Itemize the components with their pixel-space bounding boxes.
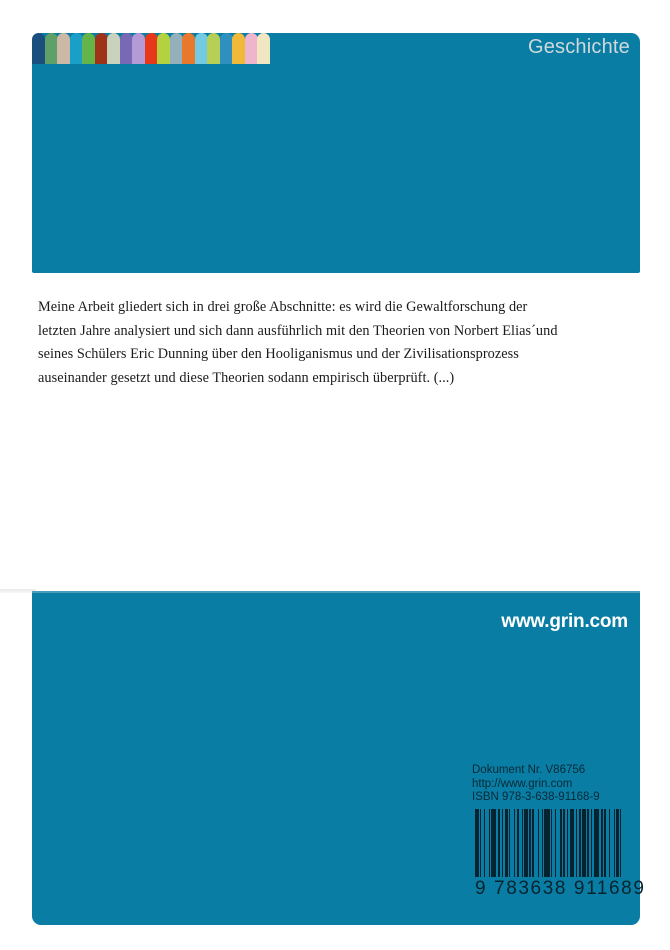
barcode-digits: 9 783638 911689 <box>475 878 646 899</box>
color-tab-11 <box>157 33 170 64</box>
color-tab-18 <box>245 33 258 64</box>
color-tab-13 <box>182 33 195 64</box>
ean-barcode <box>475 809 646 900</box>
back-cover-blurb: Meine Arbeit gliedert sich in drei große Abschnitte: es wird die Gewaltforschung der letzten Jahre analysiert und sich dann ausführlich mit den Theorien von Norbert Elias´und seines Schülers Eric Dunning über den Hooliganismus und der Zivilisationsprozess auseinander gesetzt und diese Theorien sodann empirisch überprüft. (...) <box>38 299 558 386</box>
color-tab-6 <box>95 33 108 64</box>
color-tab-7 <box>107 33 120 64</box>
imprint-website: http://www.grin.com <box>472 777 573 790</box>
color-tab-3 <box>57 33 70 64</box>
subject-label: Geschichte <box>527 36 630 58</box>
page-divider-rule <box>0 589 36 593</box>
bottom-accent-panel <box>32 591 646 925</box>
isbn-number: ISBN 978-3-638-91168-9 <box>472 791 600 804</box>
color-tab-12 <box>170 33 183 64</box>
color-tab-16 <box>220 33 233 64</box>
color-tab-8 <box>120 33 133 64</box>
top-accent-panel <box>32 33 640 273</box>
document-number: Dokument Nr. V86756 <box>472 764 586 776</box>
grin-website-wordmark: www.grin.com <box>501 611 628 632</box>
color-tab-5 <box>82 33 95 64</box>
color-tab-4 <box>70 33 83 64</box>
barcode-space <box>621 809 625 877</box>
color-tab-19 <box>257 33 270 64</box>
color-tab-15 <box>207 33 220 64</box>
color-tab-14 <box>195 33 208 64</box>
color-tab-1 <box>32 33 45 64</box>
color-tab-9 <box>132 33 145 64</box>
color-tab-17 <box>232 33 245 64</box>
imprint-block <box>472 764 600 805</box>
color-tab-2 <box>45 33 58 64</box>
color-tab-10 <box>145 33 158 64</box>
category-color-strip <box>32 33 270 64</box>
barcode-bars <box>475 809 625 877</box>
